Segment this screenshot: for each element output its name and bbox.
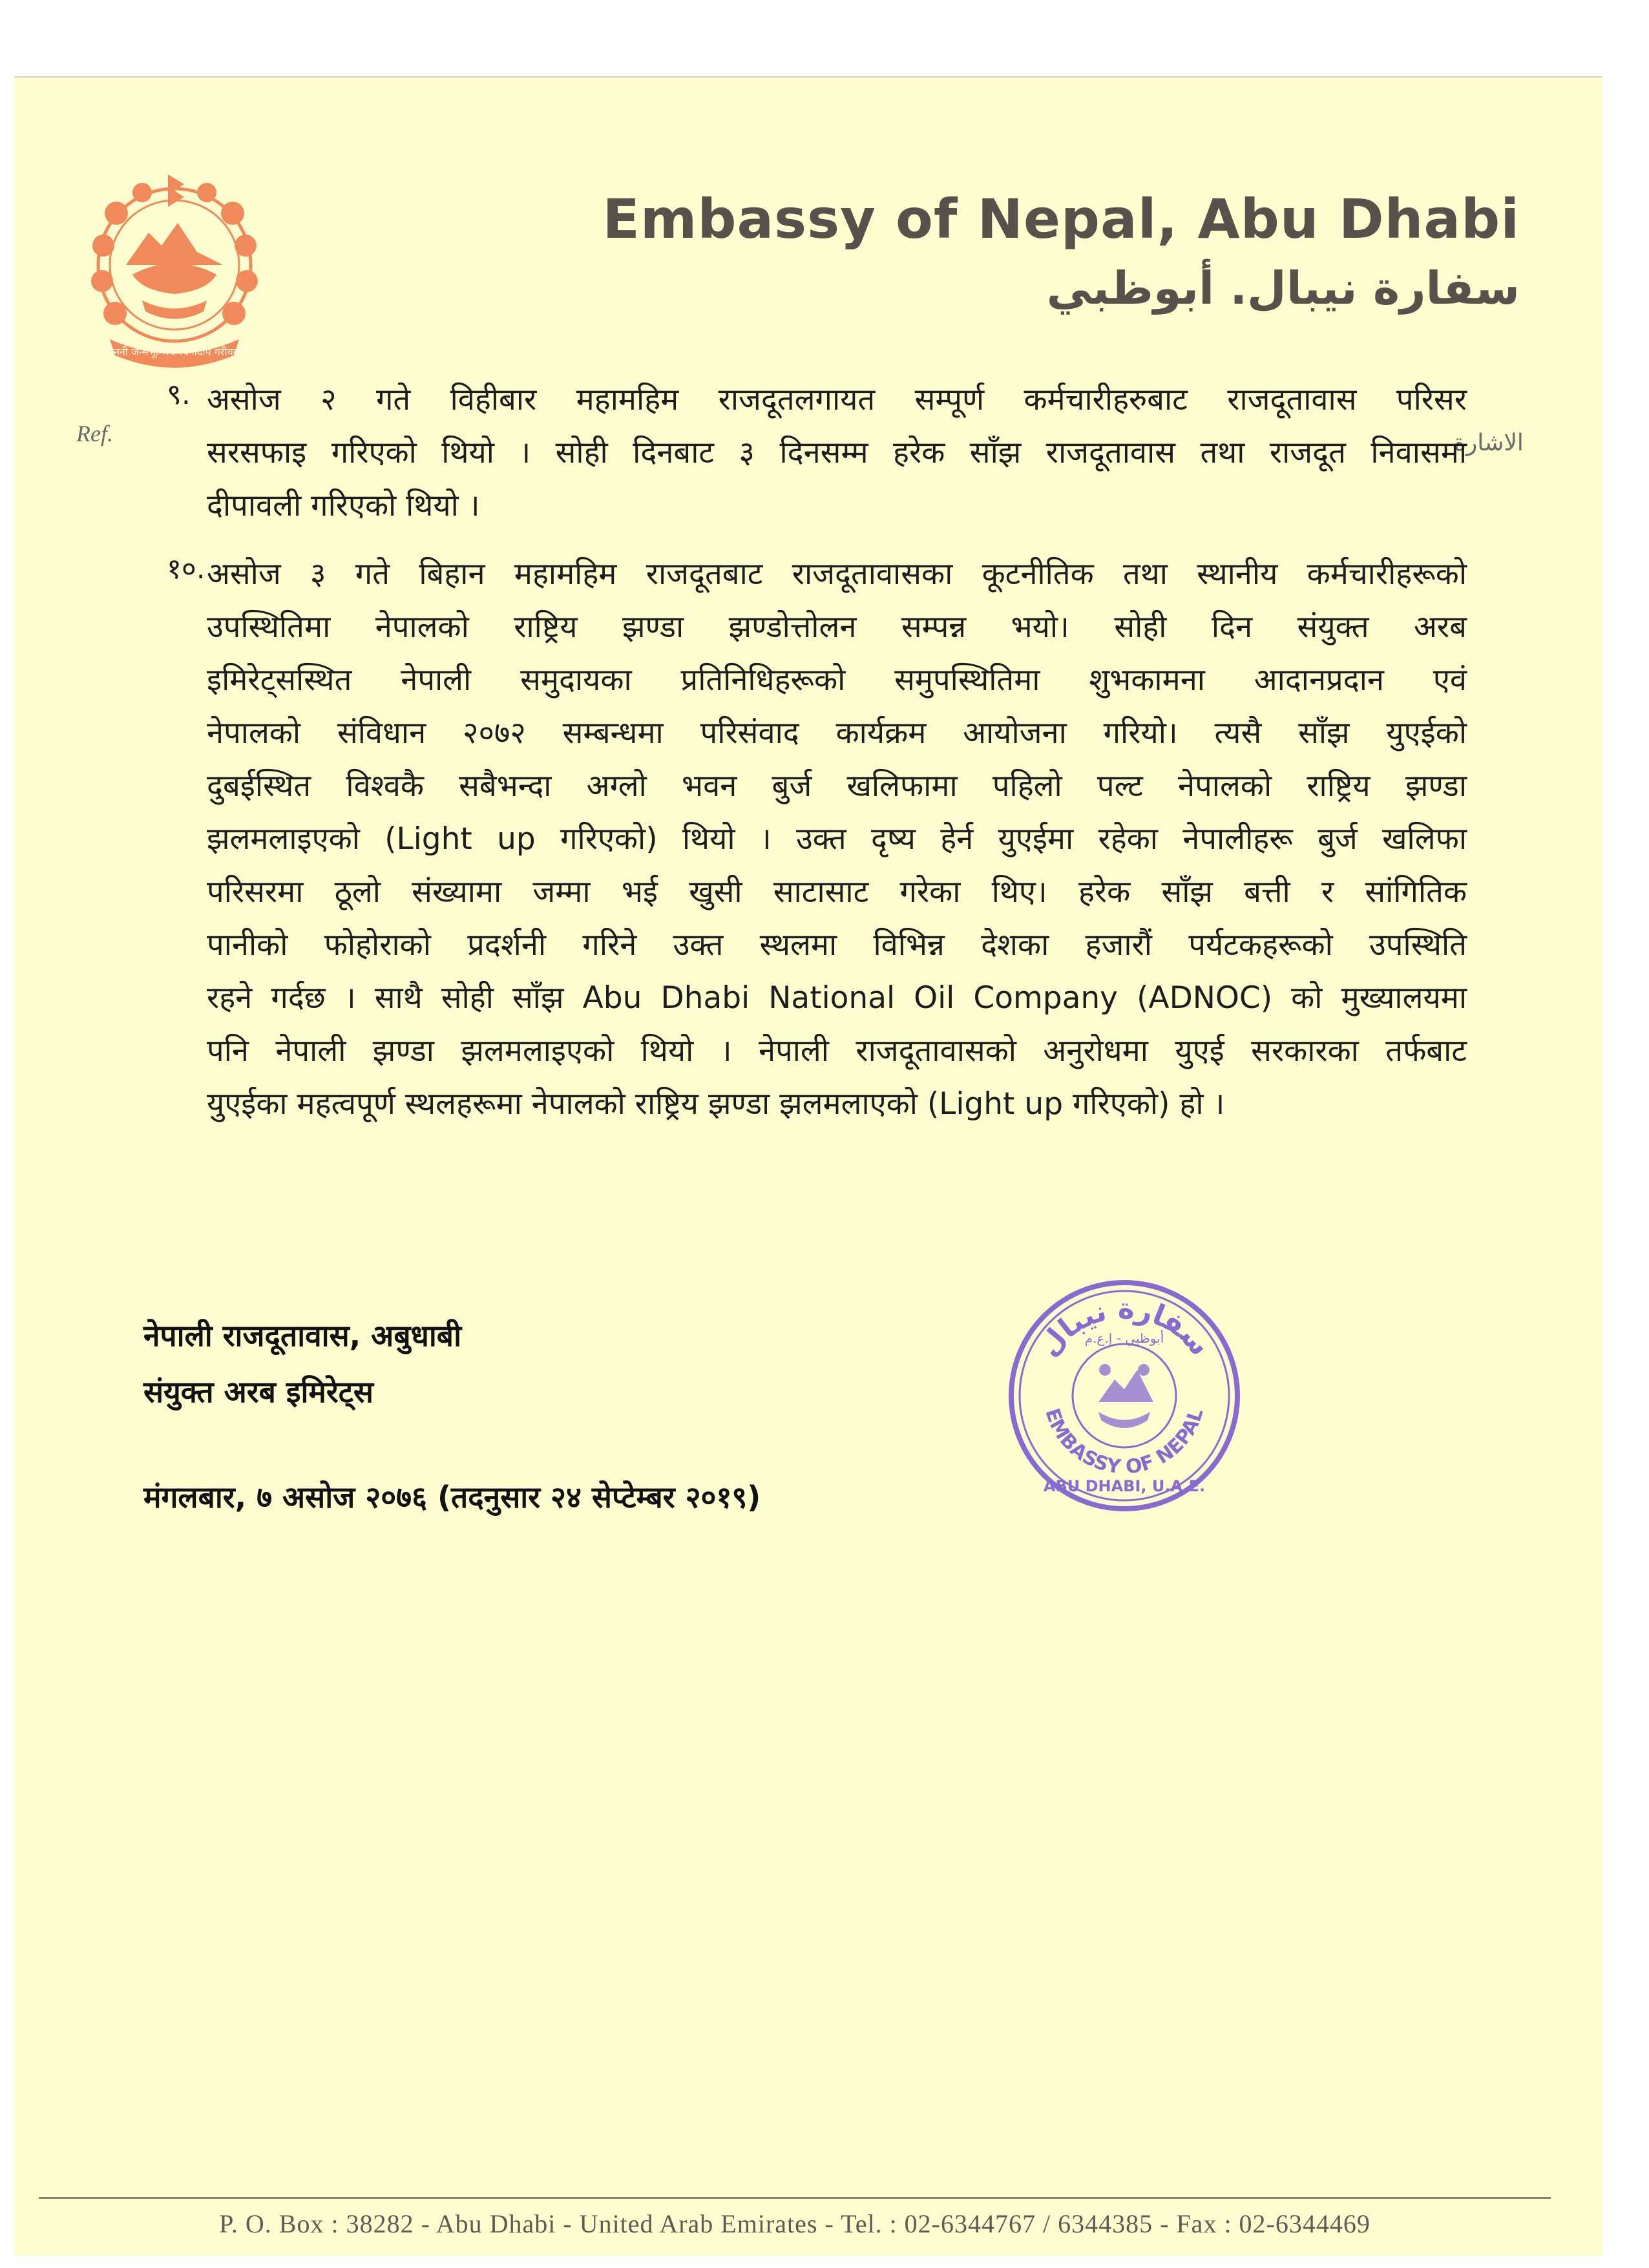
nepal-emblem-icon	[65, 162, 284, 375]
paragraph-line: झलमलाइएको (Light up गरिएको) थियो । उक्त दृष्य हेर्न युएईमा रहेका नेपालीहरू बुर्ज खलिफा	[207, 821, 1467, 857]
paragraph-10	[167, 548, 1467, 1131]
stamp-arabic-text: سفارة نيبال	[1032, 1292, 1217, 1363]
paragraph-line: रहने गर्दछ । साथै सोही साँझ Abu Dhabi National Oil Company (ADNOC) को मुख्यालयमा	[207, 980, 1467, 1016]
paragraph-line: परिसरमा ठूलो संख्यामा जम्मा भई खुसी साटासाट गरेका थिए। हरेक साँझ बत्ती र सांगितिक	[207, 874, 1467, 910]
paragraph-line: पानीको फोहोराको प्रदर्शनी गरिने उक्त स्थलमा विभिन्न देशका हजारौं पर्यटकहरूको उपस्थिति	[207, 927, 1467, 963]
stamp-english-text: EMBASSY OF NEPAL	[1040, 1405, 1208, 1479]
signature-embassy-name: नेपाली राजदूतावास, अबुधाबी	[143, 1318, 461, 1353]
paragraph-line: दुबईस्थित विश्वकै सबैभन्दा अग्लो भवन बुर्ज खलिफामा पहिलो पल्ट नेपालको राष्ट्रिय झण्डा	[207, 768, 1467, 804]
paragraph-line: नेपालको संविधान २०७२ सम्बन्धमा परिसंवाद कार्यक्रम आयोजना गरियो। त्यसै साँझ युएईको	[207, 715, 1467, 751]
paragraph-line: उपस्थितिमा नेपालको राष्ट्रिय झण्डा झण्डोत्तोलन सम्पन्न भयो। सोही दिन संयुक्त अरब	[207, 609, 1467, 645]
embassy-title-english: Embassy of Nepal, Abu Dhabi	[602, 187, 1520, 251]
letter-date: मंगलबार, ७ असोज २०७६ (तदनुसार २४ सेप्टेम्बर २०१९)	[143, 1480, 761, 1515]
footer-divider	[39, 2197, 1551, 2199]
paragraph-number: १०.	[167, 552, 205, 585]
emblem-motto: जननी जन्मभूमिश्च स्वर्गादपि गरीयसी	[106, 346, 243, 358]
embassy-stamp-icon	[1002, 1273, 1247, 1518]
paragraph-line: सरसफाइ गरिएको थियो । सोही दिनबाट ३ दिनसम्म हरेक साँझ राजदूतावास तथा राजदूत निवासमा	[207, 435, 1467, 470]
reference-label-arabic: الاشارة	[1454, 430, 1524, 456]
paragraph-line: असोज ३ गते बिहान महामहिम राजदूतबाट राजदूतावासका कूटनीतिक तथा स्थानीय कर्मचारीहरूको	[207, 556, 1467, 592]
stamp-english-subtext: ABU DHABI, U.A.E.	[1043, 1477, 1206, 1495]
paragraph-line: पनि नेपाली झण्डा झलमलाइएको थियो । नेपाली राजदूतावासको अनुरोधमा युएई सरकारका तर्फबाट	[207, 1033, 1467, 1069]
top-edge-line	[14, 76, 1602, 78]
stamp-arabic-subtext: أبوظبي - إ.ع.م	[1084, 1330, 1164, 1346]
footer-contact: P. O. Box : 38282 - Abu Dhabi - United Arab Emirates - Tel. : 02-6344767 / 6344385 - Fax : 02-6344469	[219, 2209, 1371, 2238]
signature-country: संयुक्त अरब इमिरेट्स	[143, 1374, 374, 1409]
embassy-title-arabic: سفارة نيبال. أبوظبي	[1046, 262, 1520, 315]
paragraph-number: ९.	[167, 378, 191, 411]
paragraph-line: असोज २ गते विहीबार महामहिम राजदूतलगायत सम्पूर्ण कर्मचारीहरुबाट राजदूतावास परिसर	[207, 382, 1467, 417]
paragraph-9	[167, 373, 1467, 532]
paragraph-line: युएईका महत्वपूर्ण स्थलहरूमा नेपालको राष्ट्रिय झण्डा झलमलाएको (Light up गरिएको) हो ।	[207, 1086, 1225, 1122]
paragraph-line: इमिरेट्सस्थित नेपाली समुदायका प्रतिनिधिहरूको समुपस्थितिमा शुभकामना आदानप्रदान एवं	[207, 662, 1467, 698]
reference-label: Ref.	[76, 421, 113, 446]
paragraph-line: दीपावली गरिएको थियो ।	[207, 488, 480, 523]
